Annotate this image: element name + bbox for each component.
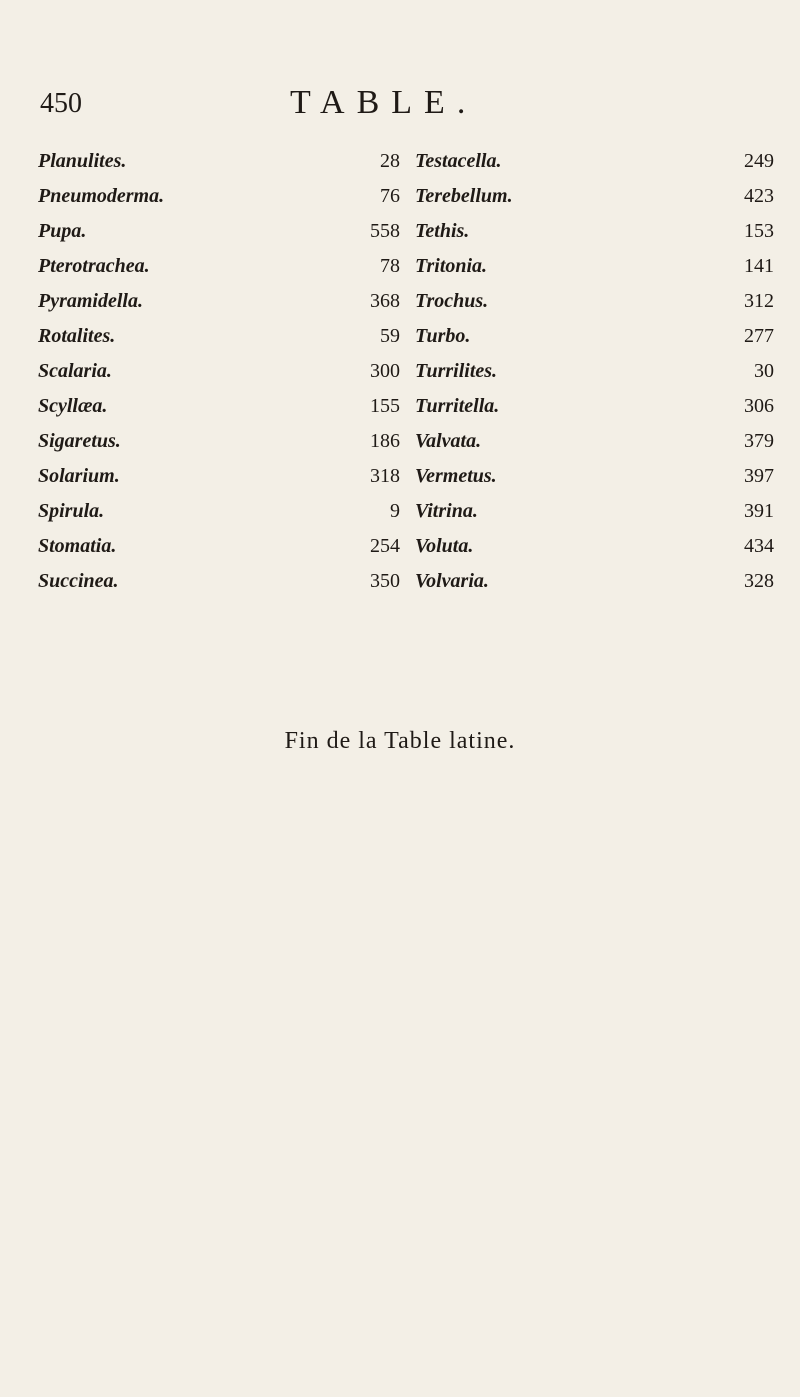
index-row <box>0 185 800 220</box>
index-table <box>0 150 800 605</box>
index-row <box>0 220 800 255</box>
genus-name: Terebellum. <box>415 185 513 207</box>
genus-name: Pterotrachea. <box>38 255 150 277</box>
page-reference: 155 <box>370 395 400 417</box>
page-reference: 423 <box>744 185 774 207</box>
genus-name: Planulites. <box>38 150 127 172</box>
page-reference: 186 <box>370 430 400 452</box>
genus-name: Volvaria. <box>415 570 489 592</box>
page-reference: 28 <box>380 150 400 172</box>
genus-name: Tritonia. <box>415 255 488 277</box>
genus-name: Scyllæa. <box>38 395 108 417</box>
genus-name: Valvata. <box>415 430 482 452</box>
genus-name: Succinea. <box>38 570 119 592</box>
index-row <box>0 360 800 395</box>
index-row <box>0 430 800 465</box>
page-reference: 318 <box>370 465 400 487</box>
genus-name: Pneumoderma. <box>38 185 165 207</box>
page-reference: 379 <box>744 430 774 452</box>
page-reference: 249 <box>744 150 774 172</box>
page-reference: 9 <box>390 500 400 522</box>
page-reference: 30 <box>754 360 774 382</box>
page-reference: 254 <box>370 535 400 557</box>
index-row <box>0 290 800 325</box>
index-row <box>0 535 800 570</box>
genus-name: Sigaretus. <box>38 430 121 452</box>
index-row <box>0 570 800 605</box>
page-reference: 328 <box>744 570 774 592</box>
page-reference: 141 <box>744 255 774 277</box>
page-reference: 558 <box>370 220 400 242</box>
page-reference: 78 <box>380 255 400 277</box>
page-reference: 434 <box>744 535 774 557</box>
page-reference: 368 <box>370 290 400 312</box>
page-reference: 76 <box>380 185 400 207</box>
genus-name: Vitrina. <box>415 500 478 522</box>
genus-name: Pyramidella. <box>38 290 143 312</box>
page-number: 450 <box>40 88 82 119</box>
genus-name: Scalaria. <box>38 360 112 382</box>
index-row <box>0 395 800 430</box>
genus-name: Turbo. <box>415 325 471 347</box>
genus-name: Pupa. <box>38 220 87 242</box>
genus-name: Vermetus. <box>415 465 497 487</box>
page-reference: 300 <box>370 360 400 382</box>
genus-name: Stomatia. <box>38 535 117 557</box>
page-reference: 277 <box>744 325 774 347</box>
page-reference: 312 <box>744 290 774 312</box>
genus-name: Turrilites. <box>415 360 498 382</box>
page-reference: 306 <box>744 395 774 417</box>
index-row <box>0 325 800 360</box>
page-reference: 350 <box>370 570 400 592</box>
genus-name: Voluta. <box>415 535 474 557</box>
page-reference: 397 <box>744 465 774 487</box>
genus-name: Tethis. <box>415 220 470 242</box>
end-of-table-note: Fin de la Table latine. <box>284 728 516 754</box>
genus-name: Trochus. <box>415 290 489 312</box>
page-reference: 153 <box>744 220 774 242</box>
genus-name: Turritella. <box>415 395 500 417</box>
genus-name: Spirula. <box>38 500 105 522</box>
genus-name: Testacella. <box>415 150 502 172</box>
index-row <box>0 150 800 185</box>
index-row <box>0 465 800 500</box>
page-reference: 59 <box>380 325 400 347</box>
page-header <box>0 84 800 128</box>
index-row <box>0 500 800 535</box>
genus-name: Rotalites. <box>38 325 116 347</box>
page-reference: 391 <box>744 500 774 522</box>
genus-name: Solarium. <box>38 465 120 487</box>
running-title: TABLE. <box>290 84 478 121</box>
index-row <box>0 255 800 290</box>
